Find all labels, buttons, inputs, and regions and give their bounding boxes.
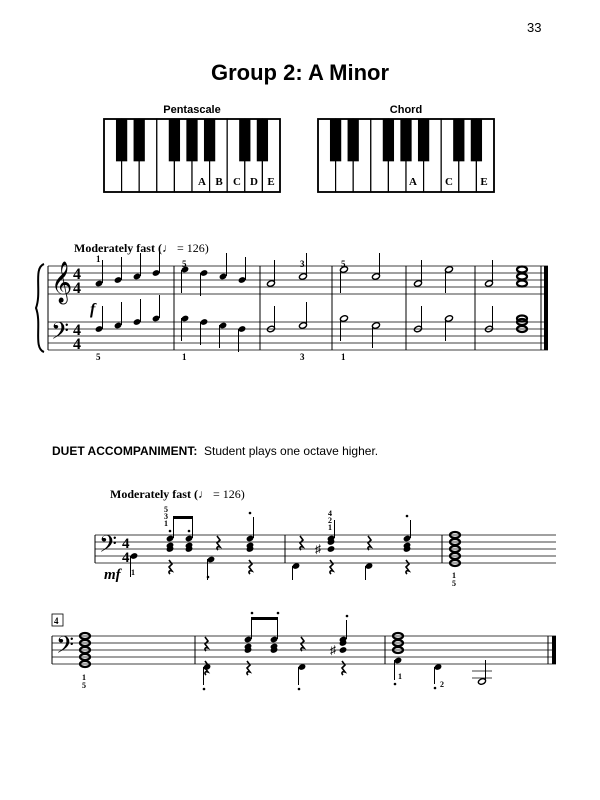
page-number: 33	[527, 20, 542, 35]
final-barline	[544, 266, 548, 350]
key-label: C	[445, 176, 453, 188]
fingering: 5	[182, 259, 187, 269]
measure-number: 4	[54, 616, 59, 626]
page-title: Group 2: A Minor	[210, 60, 390, 85]
treble-staff	[48, 266, 548, 294]
fingering: 1	[182, 352, 187, 362]
duet-staff-1	[95, 535, 556, 563]
fingering: 1	[82, 673, 86, 682]
time-sig-bottom: 4	[122, 550, 130, 566]
sharp-icon: ♯	[315, 542, 321, 556]
dynamic-mezzo-forte: mf	[104, 567, 121, 583]
fingering: 1	[328, 523, 332, 532]
time-sig-top: 4	[73, 266, 81, 283]
duet-notes-2	[80, 612, 492, 691]
brace	[36, 264, 44, 352]
key-label: D	[250, 176, 258, 188]
fingering: 1	[164, 519, 168, 528]
tempo-marking: Moderately fast (♩ = 126)	[74, 241, 209, 255]
fingering: 5	[96, 352, 101, 362]
key-label: E	[480, 176, 488, 188]
key-label: C	[233, 176, 241, 188]
bass-notes	[95, 295, 527, 352]
fingering: 1	[452, 571, 456, 580]
dynamic-forte: f	[90, 301, 96, 318]
final-barline	[552, 636, 556, 664]
time-sig-top: 4	[73, 322, 81, 339]
quarter-note-icon: ♩	[197, 487, 210, 501]
barlines	[174, 266, 541, 350]
bass-clef-icon: 𝄢	[56, 633, 75, 664]
fingering: 1	[398, 672, 402, 681]
key-label: A	[409, 176, 417, 188]
fingering: 1	[96, 254, 101, 264]
time-sig-bottom: 4	[73, 336, 81, 353]
fingering: 4	[328, 509, 332, 518]
key-label: B	[215, 176, 223, 188]
quarter-note-icon: ♩	[161, 241, 174, 255]
fingering: 2	[328, 516, 332, 525]
duet-heading: DUET ACCOMPANIMENT: Student plays one octave higher.	[52, 444, 379, 458]
bass-staff	[48, 322, 548, 350]
fingering: 5	[341, 259, 346, 269]
fingering: 3	[300, 352, 305, 362]
pentascale-label: Pentascale	[163, 104, 221, 116]
fingering: 3	[300, 259, 305, 269]
time-sig-top: 4	[122, 536, 130, 552]
time-sig-bottom: 4	[73, 280, 81, 297]
sharp-icon: ♯	[330, 643, 336, 657]
fingering: 5	[452, 579, 456, 588]
treble-clef-icon: 𝄞	[51, 262, 73, 302]
key-label: E	[267, 176, 275, 188]
bass-clef-icon: 𝄢	[99, 532, 118, 563]
fingering: 1	[131, 568, 135, 577]
chord-label: Chord	[389, 104, 423, 116]
key-label: A	[198, 176, 206, 188]
duet-notes-1	[130, 512, 460, 580]
fingering: 2	[440, 680, 444, 689]
fingering: 3	[164, 512, 168, 521]
fingering: 5	[82, 681, 86, 690]
fingering: 1	[341, 352, 346, 362]
fingering: 5	[164, 505, 168, 514]
bass-clef-icon: 𝄢	[51, 319, 70, 350]
duet-tempo-marking: Moderately fast (♩ = 126)	[110, 487, 245, 501]
